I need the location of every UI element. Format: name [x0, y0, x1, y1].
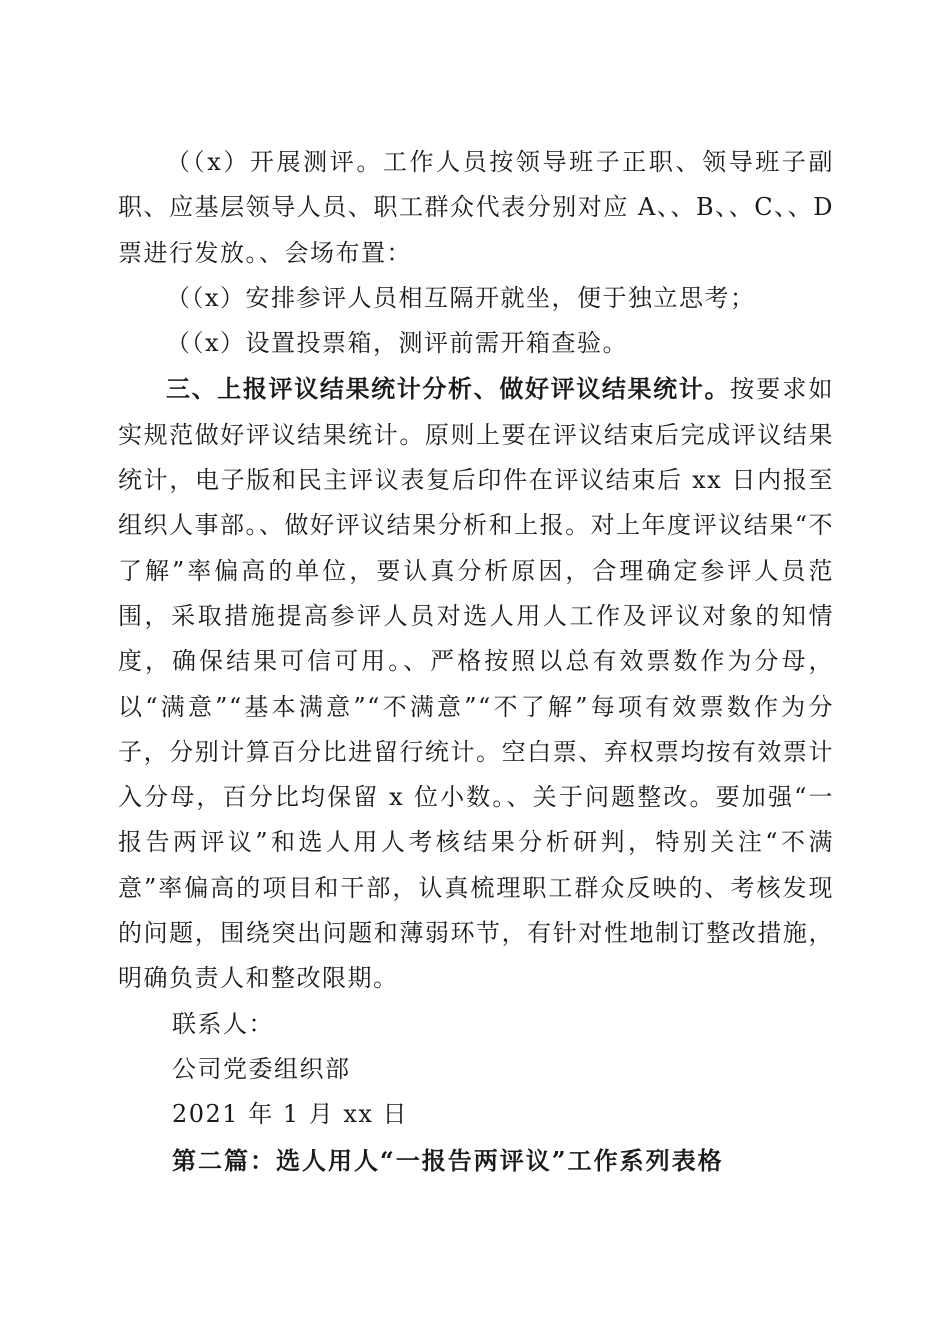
section-three-text: 按要求如实规范做好评议结果统计。原则上要在评议结束后完成评议结果统计，电子版和民主评议表复后印件在评议结束后 xx 日内报至组织人事部。、做好评议结果分析和上报。对上年度评议结果“不了解”率偏高的单位，要认真分析原因，合理确定参评人员范围，采取措施提高参评人员对选人用人工作及评议对象的知情度，确保结果可信可用。、严格按照以总有效票数作为分母，以“满意”“基本满意”“不满意”“不了解”每项有效票数作为分子，分别计算百分比进留行统计。空白票、弃权票均按有效票计入分母，百分比均保留 x 位小数。、关于问题整改。要加强“一报告两评议”和选人用人考核结果分析研判，特别关注“不满意”率偏高的项目和干部，认真梳理职工群众反映的、考核发现的问题，围绕突出问题和薄弱环节，有针对性地制订整改措施，明确负责人和整改限期。 — [118, 375, 835, 993]
paragraph-seating: （（x）安排参评人员相互隔开就坐，便于独立思考； — [166, 283, 756, 312]
paragraph-report-results — [118, 366, 834, 1001]
contact-line: 联系人： — [172, 1009, 274, 1038]
document-body — [118, 140, 834, 1183]
next-section-title: 第二篇：选人用人“一报告两评议”工作系列表格 — [172, 1145, 724, 1175]
paragraph-evaluation: （（x）开展测评。工作人员按领导班子正职、领导班子副职、应基层领导人员、职工群众代表分别对应 A、、B、、C、、D 票进行发放。、会场布置： — [118, 148, 834, 267]
section-three-heading: 三、上报评议结果统计分析、做好评议结果统计。 — [166, 374, 731, 404]
paragraph-ballot-box: （（x）设置投票箱，测评前需开箱查验。 — [166, 329, 629, 358]
date-line: 2021 年 1 月 xx 日 — [172, 1100, 409, 1129]
organization-line: 公司党委组织部 — [172, 1054, 351, 1083]
